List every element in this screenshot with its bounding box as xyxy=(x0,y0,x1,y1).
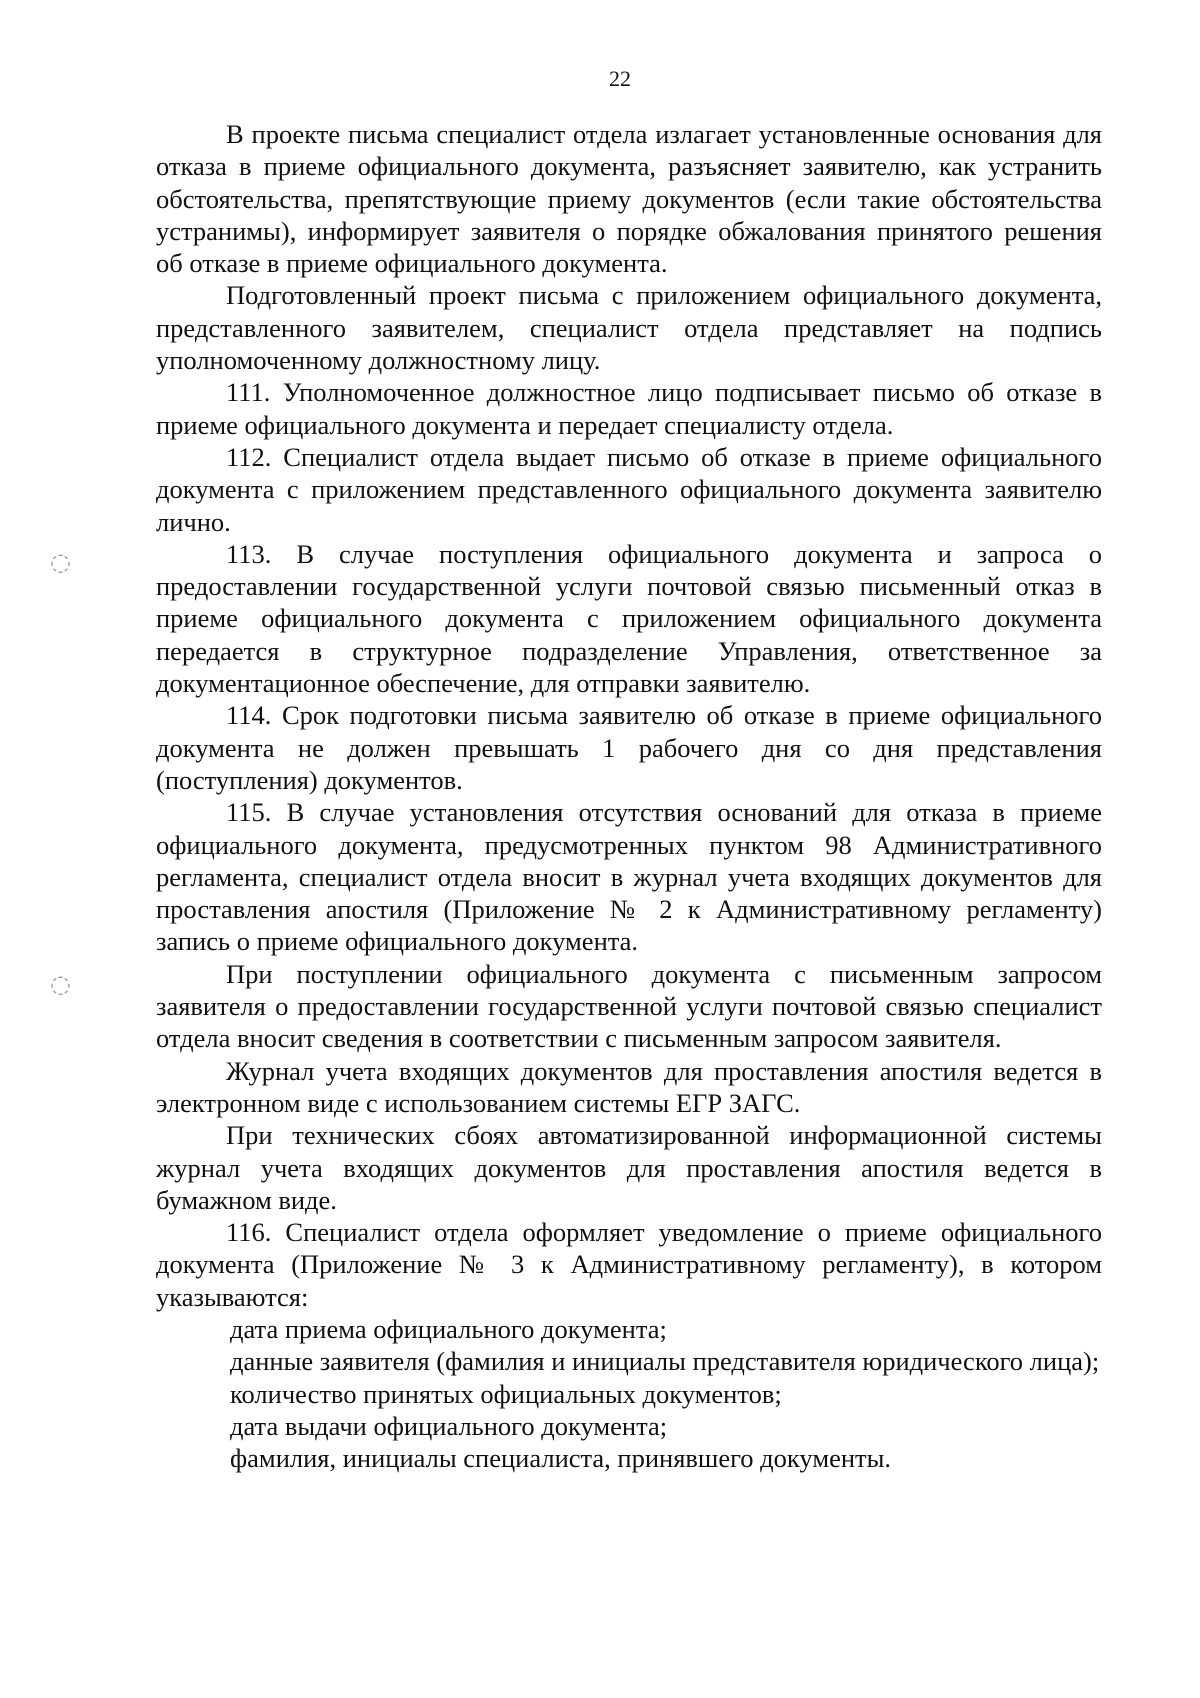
paragraph: При технических сбоях автоматизированной информационной системы журнал учета входящих документов для проставления апостиля ведется в бумажном виде. xyxy=(156,1120,1102,1215)
paragraph: 114. Срок подготовки письма заявителю об отказе в приеме официального документа не должен превышать 1 рабочего дня со дня представления (поступления) документов. xyxy=(156,700,1102,795)
hole-punch-mark: ◌ xyxy=(50,548,71,576)
paragraph: 111. Уполномоченное должностное лицо подписывает письмо об отказе в приеме официального документа и передает специалисту отдела. xyxy=(156,377,1102,440)
paragraph: Журнал учета входящих документов для проставления апостиля ведется в электронном виде с использованием системы ЕГР ЗАГС. xyxy=(156,1055,1102,1118)
paragraph: 112. Специалист отдела выдает письмо об отказе в приеме официального документа с приложением представленного официального документа заявителю лично. xyxy=(156,441,1102,537)
list-item: дата выдачи официального документа; xyxy=(230,1410,668,1441)
paragraph: В проекте письма специалист отдела излагает установленные основания для отказа в приеме официального документа, разъясняет заявителю, как устранить обстоятельства, препятствующие приему документов (если такие обстоятельства устранимы), информирует заявителя о порядке обжалования принятого решения об отказе в приеме официального документа. xyxy=(156,119,1102,279)
paragraph: 116. Специалист отдела оформляет уведомление о приеме официального документа (Приложение № 3 к Административному регламенту), в котором указываются: xyxy=(156,1217,1102,1312)
paragraph: Подготовленный проект письма с приложением официального документа, представленного заявителем, специалист отдела представляет на подпись уполномоченному должностному лицу. xyxy=(156,280,1102,376)
paragraph: При поступлении официального документа с письменным запросом заявителя о предоставлении государственной услуги почтовой связью специалист отдела вносит сведения в соответствии с письменным запросом заявителя. xyxy=(156,958,1102,1054)
list-item: данные заявителя (фамилия и инициалы представителя юридического лица); xyxy=(230,1346,1100,1377)
document-body xyxy=(156,118,1102,1474)
list-item: количество принятых официальных документов; xyxy=(230,1378,782,1409)
page-number: 22 xyxy=(609,66,631,91)
list-item: фамилия, инициалы специалиста, принявшего документы. xyxy=(230,1443,892,1474)
paragraph: 113. В случае поступления официального документа и запроса о предоставлении государственной услуги почтовой связью письменный отказ в приеме официального документа с приложением официального документа передается в структурное подразделение Управления, ответственное за документационное обеспечение, для отправки заявителю. xyxy=(156,538,1102,699)
list-item: дата приема официального документа; xyxy=(230,1313,667,1344)
hole-punch-mark: ◌ xyxy=(50,970,71,998)
paragraph: 115. В случае установления отсутствия оснований для отказа в приеме официального документа, предусмотренных пунктом 98 Административного регламента, специалист отдела вносит в журнал учета входящих документов для проставления апостиля (Приложение № 2 к Административному регламенту) запись о приеме официального документа. xyxy=(156,797,1102,957)
